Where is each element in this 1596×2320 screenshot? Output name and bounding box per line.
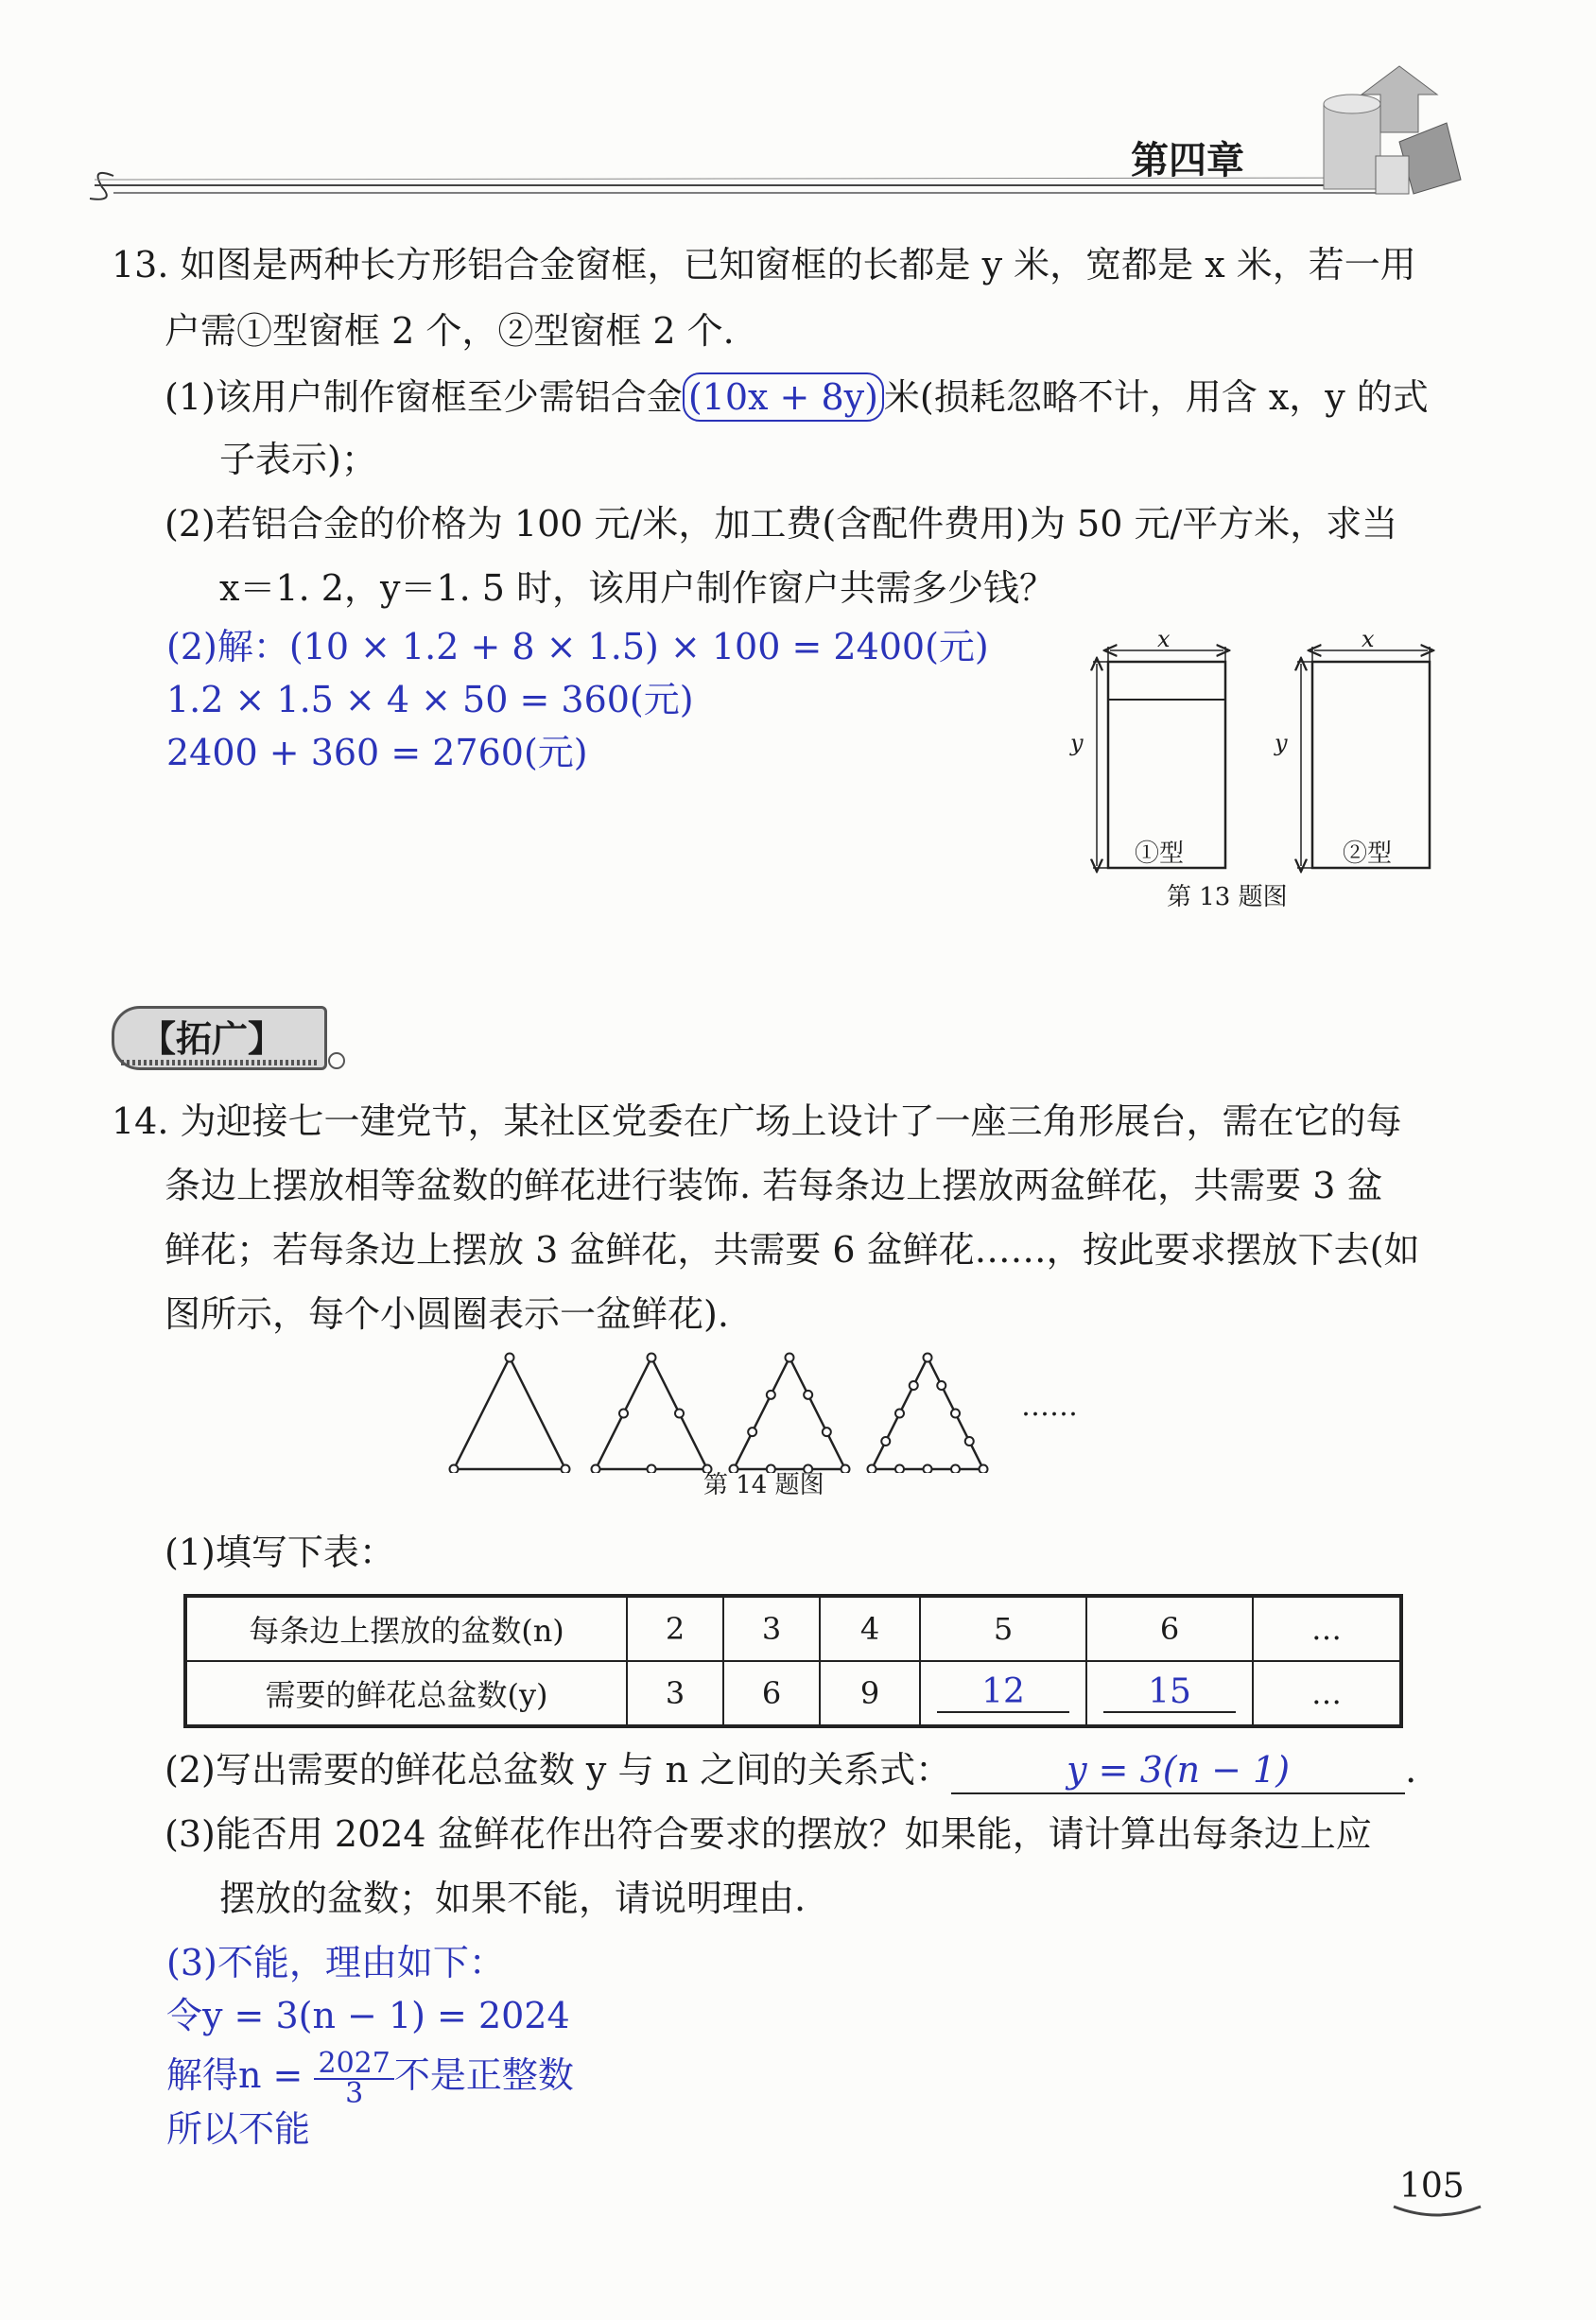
- q13-part1-text-b: 米(损耗忽略不计，用含 x，y 的式: [883, 376, 1429, 418]
- answer-blank-6: 15: [1103, 1673, 1236, 1713]
- fig13-y-label-1: y: [1070, 730, 1084, 756]
- triangle-stand: [454, 1358, 565, 1469]
- fig13-type1-label: ①型: [1135, 840, 1185, 868]
- header-rule: [0, 0, 1596, 217]
- q14-stem-line4: 图所示，每个小圆圈表示一盆鲜花).: [165, 1293, 729, 1335]
- table-cell: 2: [627, 1596, 723, 1661]
- q14-answer-line1: (3)不能，理由如下：: [166, 1942, 505, 1983]
- flower-pot-circle: [675, 1410, 684, 1418]
- fraction-numerator: 2027: [314, 2050, 393, 2080]
- q13-answer-line2: 1.2 × 1.5 × 4 × 50 = 360(元): [166, 679, 694, 720]
- q14-answer-line3: [166, 2040, 574, 2110]
- fraction-denominator: 3: [345, 2076, 364, 2110]
- table-cell: 9: [820, 1661, 920, 1726]
- q14-part2-answer: y = 3(n − 1): [951, 1747, 1405, 1794]
- flower-pot-circle: [868, 1465, 876, 1474]
- flower-pot-circle: [924, 1465, 932, 1474]
- flower-pot-circle: [804, 1391, 812, 1399]
- flower-pot-circle: [506, 1354, 514, 1362]
- fig13-type2-label: ②型: [1343, 840, 1393, 868]
- table-cell: 3: [723, 1596, 820, 1661]
- flower-pot-circle: [910, 1381, 918, 1390]
- flower-pot-circle: [450, 1465, 459, 1474]
- q13-figure: [1059, 624, 1437, 917]
- flower-pot-circle: [881, 1437, 890, 1446]
- answer-blank-5: 12: [937, 1673, 1069, 1713]
- q14-part3-line1: (3)能否用 2024 盆鲜花作出符合要求的摆放？如果能，请计算出每条边上应: [165, 1813, 1372, 1855]
- fig13-x-label-2: x: [1362, 626, 1375, 652]
- flower-pot-circle: [965, 1437, 974, 1446]
- q13-answer-line3: 2400 + 360 = 2760(元): [166, 732, 588, 773]
- table-cell: 6: [723, 1661, 820, 1726]
- table-cell: 6: [1086, 1596, 1253, 1661]
- flower-pot-circle: [767, 1391, 775, 1399]
- table-cell: 4: [820, 1596, 920, 1661]
- q14-part2-end: .: [1405, 1749, 1417, 1791]
- triangle-stand: [734, 1358, 845, 1469]
- flower-pot-circle: [895, 1465, 904, 1474]
- fig14-ellipsis: ……: [1021, 1390, 1078, 1423]
- q13-part2-line1: (2)若铝合金的价格为 100 元/米，加工费(含配件费用)为 50 元/平方米，求当: [165, 503, 1398, 545]
- q13-answer-line1: (2)解：(10 × 1.2 + 8 × 1.5) × 100 = 2400(元): [166, 626, 989, 667]
- q13-part1-text-a: (1)该用户制作窗框至少需铝合金: [165, 376, 683, 418]
- table-row: [185, 1596, 1401, 1661]
- q14-answer-line3-b: 不是正整数: [393, 2054, 574, 2096]
- answer-fraction: [314, 2046, 393, 2110]
- fig13-caption: 第 13 题图: [1167, 883, 1288, 911]
- table-cell: 每条边上摆放的盆数(n): [185, 1596, 627, 1661]
- q14-stem-line1: 14. 为迎接七一建党节，某社区党委在广场上设计了一座三角形展台，需在它的每: [112, 1100, 1402, 1142]
- q14-part1: (1)填写下表：: [165, 1532, 395, 1573]
- table-row: [185, 1661, 1401, 1726]
- flower-pot-circle: [786, 1354, 794, 1362]
- flower-pot-circle: [648, 1465, 656, 1474]
- chapter-title: 第四章: [1131, 138, 1244, 182]
- table-cell: 3: [627, 1661, 723, 1726]
- fig13-x-label-1: x: [1157, 626, 1171, 652]
- flower-pot-circle: [924, 1354, 932, 1362]
- q14-stem-line2: 条边上摆放相等盆数的鲜花进行装饰. 若每条边上摆放两盆鲜花，共需要 3 盆: [165, 1165, 1383, 1206]
- flower-pot-circle: [895, 1410, 904, 1418]
- q14-answer-line2: 令y = 3(n − 1) = 2024: [166, 1995, 570, 2036]
- q14-figure: [444, 1350, 1106, 1473]
- flower-pot-circle: [562, 1465, 570, 1474]
- q14-stem-line3: 鲜花；若每条边上摆放 3 盆鲜花，共需要 6 盆鲜花……，按此要求摆放下去(如: [165, 1229, 1420, 1271]
- q14-answer-line4: 所以不能: [166, 2108, 311, 2150]
- fig14-caption: 第 14 题图: [703, 1471, 824, 1499]
- q13-part1: [165, 372, 1429, 422]
- table-cell-answer: [1086, 1661, 1253, 1726]
- q13-part1-cont: 子表示)；: [219, 439, 377, 480]
- flower-pot-circle: [951, 1410, 960, 1418]
- q14-table: [183, 1594, 1403, 1728]
- page-number: 105: [1399, 2167, 1465, 2206]
- q13-stem-line1: 13. 如图是两种长方形铝合金窗框，已知窗框的长都是 y 米，宽都是 x 米，若一用: [112, 244, 1416, 286]
- table-cell: …: [1253, 1661, 1401, 1726]
- q14-answer-line3-a: 解得n =: [166, 2054, 315, 2096]
- flower-pot-circle: [648, 1354, 656, 1362]
- triangle-stand: [872, 1358, 983, 1469]
- flower-pot-circle: [980, 1465, 988, 1474]
- flower-pot-circle: [841, 1465, 850, 1474]
- table-cell: 5: [920, 1596, 1086, 1661]
- q14-part3-line2: 摆放的盆数；如果不能，请说明理由.: [219, 1878, 807, 1919]
- table-cell: …: [1253, 1596, 1401, 1661]
- q13-part1-answer: (10x + 8y): [683, 372, 884, 422]
- q13-stem-line2: 户需①型窗框 2 个，②型窗框 2 个.: [165, 310, 735, 352]
- flower-pot-circle: [951, 1465, 960, 1474]
- flower-pot-circle: [823, 1428, 831, 1436]
- q14-part2-text: (2)写出需要的鲜花总盆数 y 与 n 之间的关系式：: [165, 1749, 952, 1791]
- section-banner-dots: [112, 1051, 357, 1080]
- flower-pot-circle: [748, 1428, 756, 1436]
- fig13-y-label-2: y: [1275, 730, 1288, 756]
- table-cell-answer: [920, 1661, 1086, 1726]
- table-cell: 需要的鲜花总盆数(y): [185, 1661, 627, 1726]
- triangle-stand: [596, 1358, 707, 1469]
- q14-part2: [165, 1747, 1416, 1794]
- flower-pot-circle: [937, 1381, 945, 1390]
- flower-pot-circle: [619, 1410, 628, 1418]
- flower-pot-circle: [592, 1465, 600, 1474]
- section-title: 【拓广】: [140, 1017, 285, 1060]
- page-number-underline: [1390, 2203, 1484, 2222]
- q13-part2-line2: x＝1. 2，y＝1. 5 时，该用户制作窗户共需多少钱？: [219, 567, 1056, 609]
